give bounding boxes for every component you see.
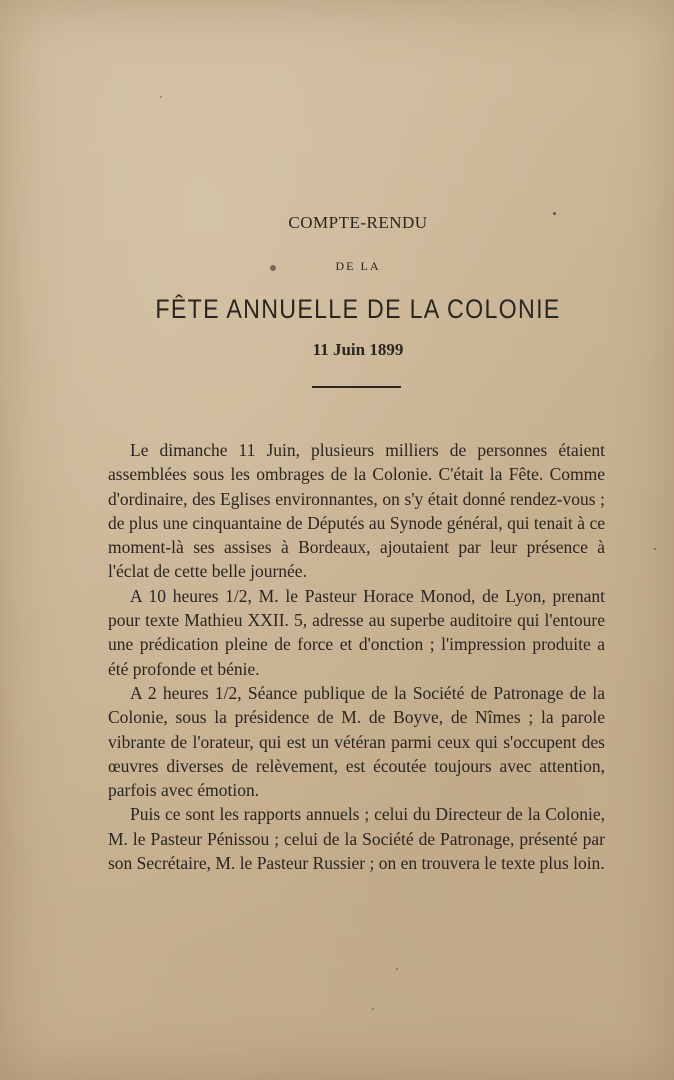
- paragraph: Le dimanche 11 Juin, plusieurs milliers de personnes étaient assemblées sous les ombrages de la Colonie. C'était la Fête. Comme d'ordinaire, des Eglises environnantes, on s'y était donné rendez-vous ; de plus une cinquantaine de Députés au Synode général, qui tenait à ce moment-là ses assises à Bordeaux, ajoutaient par leur présence à l'éclat de cette belle journée.: [108, 440, 605, 582]
- page-title: FÊTE ANNUELLE DE LA COLONIE: [155, 294, 561, 324]
- paper-speck: [654, 548, 656, 550]
- heading-de-la: DE LA: [335, 259, 381, 273]
- divider-rule: [312, 386, 401, 388]
- paragraph: Puis ce sont les rapports annuels ; celui du Directeur de la Colonie, M. le Pasteur Pénissou ; celui de la Société de Patronage, présenté par son Secrétaire, M. le Pasteur Russier ; on en trouvera le texte plus loin.: [108, 804, 605, 874]
- paper-speck: [372, 1008, 374, 1010]
- event-date: 11 Juin 1899: [312, 340, 404, 359]
- paper-speck: [553, 212, 556, 215]
- report-body: [108, 438, 605, 875]
- paragraph: A 2 heures 1/2, Séance publique de la Société de Patronage de la Colonie, sous la présidence de M. de Boyve, de Nîmes ; la parole vibrante de l'orateur, qui est un vétéran parmi ceux qui s'occupent des œuvres diverses de relèvement, est écoutée toujours avec attention, parfois avec émotion.: [108, 682, 605, 801]
- paper-speck: [396, 968, 398, 970]
- heading-compte-rendu: COMPTE-RENDU: [288, 213, 428, 232]
- paper-speck: [160, 96, 162, 98]
- paper-speck: [270, 265, 276, 271]
- paragraph: A 10 heures 1/2, M. le Pasteur Horace Monod, de Lyon, prenant pour texte Mathieu XXII. 5, adresse au superbe auditoire qui l'entoure une prédication pleine de force et d'onction ; l'impression produite a été profonde et bénie.: [108, 585, 605, 679]
